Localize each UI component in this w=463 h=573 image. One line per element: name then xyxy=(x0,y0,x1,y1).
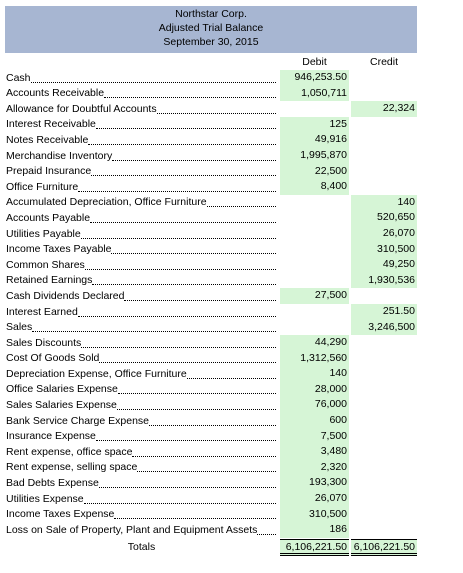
credit-cell xyxy=(351,397,417,413)
account-cell xyxy=(5,460,278,476)
dot-leader xyxy=(112,159,276,161)
dot-leader xyxy=(91,174,276,176)
account-name: Loss on Sale of Property, Plant and Equipment Assets xyxy=(6,523,258,536)
table-row xyxy=(5,351,417,367)
account-name: Office Salaries Expense xyxy=(6,383,118,396)
table-row xyxy=(5,475,417,491)
debit-cell: 26,070 xyxy=(280,491,349,507)
account-name: Rent expense, selling space xyxy=(6,461,138,474)
dot-leader xyxy=(157,112,276,114)
account-column-spacer xyxy=(5,54,280,70)
debit-cell: 310,500 xyxy=(280,507,349,523)
credit-cell: 310,500 xyxy=(351,242,417,258)
totals-row xyxy=(5,539,417,555)
debit-cell: 76,000 xyxy=(280,397,349,413)
dot-leader xyxy=(96,439,276,441)
table-row xyxy=(5,273,417,289)
debit-total: 6,106,221.50 xyxy=(280,539,349,556)
table-row xyxy=(5,86,417,102)
debit-cell: 186 xyxy=(280,522,349,538)
debit-cell xyxy=(280,195,349,211)
debit-cell xyxy=(280,210,349,226)
debit-cell: 140 xyxy=(280,366,349,382)
account-name: Cash xyxy=(6,71,31,84)
account-cell xyxy=(5,195,278,211)
table-row xyxy=(5,397,417,413)
account-name: Retained Earnings xyxy=(6,274,93,287)
dot-leader xyxy=(114,517,276,519)
dot-leader xyxy=(118,392,276,394)
credit-cell xyxy=(351,522,417,538)
table-row xyxy=(5,429,417,445)
credit-cell: 22,324 xyxy=(351,101,417,117)
table-row xyxy=(5,366,417,382)
account-cell xyxy=(5,475,278,491)
dot-leader xyxy=(81,237,276,239)
account-name: Income Taxes Expense xyxy=(6,508,115,521)
account-name: Sales xyxy=(6,321,33,334)
table-row xyxy=(5,288,417,304)
dot-leader xyxy=(84,502,276,504)
account-name: Prepaid Insurance xyxy=(6,165,92,178)
account-name: Bank Service Charge Expense xyxy=(6,414,149,427)
table-row xyxy=(5,101,417,117)
account-cell xyxy=(5,242,278,258)
account-name: Common Shares xyxy=(6,258,85,271)
debit-cell: 3,480 xyxy=(280,444,349,460)
account-cell xyxy=(5,288,278,304)
account-cell xyxy=(5,382,278,398)
dot-leader xyxy=(78,315,276,317)
trial-balance-sheet xyxy=(5,6,417,555)
table-row xyxy=(5,117,417,133)
debit-cell: 1,312,560 xyxy=(280,351,349,367)
credit-cell xyxy=(351,288,417,304)
account-name: Accumulated Depreciation, Office Furniture xyxy=(6,196,207,209)
account-cell xyxy=(5,273,278,289)
dot-leader xyxy=(257,533,276,535)
account-name: Allowance for Doubtful Accounts xyxy=(6,102,157,115)
credit-cell: 140 xyxy=(351,195,417,211)
report-date: September 30, 2015 xyxy=(163,36,259,48)
dot-leader xyxy=(104,96,276,98)
account-cell xyxy=(5,101,278,117)
credit-cell xyxy=(351,351,417,367)
debit-cell: 7,500 xyxy=(280,429,349,445)
account-name: Accounts Receivable xyxy=(6,87,105,100)
credit-cell: 26,070 xyxy=(351,226,417,242)
credit-cell xyxy=(351,179,417,195)
table-row xyxy=(5,226,417,242)
credit-cell: 520,650 xyxy=(351,210,417,226)
dot-leader xyxy=(85,268,276,270)
account-cell xyxy=(5,335,278,351)
account-name: Notes Receivable xyxy=(6,133,89,146)
dot-leader xyxy=(99,361,276,363)
table-row xyxy=(5,148,417,164)
credit-cell xyxy=(351,117,417,133)
debit-cell: 125 xyxy=(280,117,349,133)
dot-leader xyxy=(137,470,276,472)
debit-cell: 49,916 xyxy=(280,132,349,148)
table-row xyxy=(5,195,417,211)
account-name: Office Furniture xyxy=(6,180,79,193)
debit-cell xyxy=(280,226,349,242)
account-cell xyxy=(5,148,278,164)
account-name: Interest Earned xyxy=(6,305,78,318)
credit-cell xyxy=(351,366,417,382)
debit-cell: 2,320 xyxy=(280,460,349,476)
account-name: Depreciation Expense, Office Furniture xyxy=(6,367,187,380)
credit-cell: 251.50 xyxy=(351,304,417,320)
dot-leader xyxy=(81,346,276,348)
table-row xyxy=(5,257,417,273)
account-cell xyxy=(5,320,278,336)
account-cell xyxy=(5,429,278,445)
dot-leader xyxy=(88,143,276,145)
table-row xyxy=(5,491,417,507)
dot-leader xyxy=(207,205,276,207)
credit-cell xyxy=(351,70,417,86)
credit-cell: 1,930,536 xyxy=(351,273,417,289)
credit-cell xyxy=(351,86,417,102)
credit-cell xyxy=(351,429,417,445)
credit-cell xyxy=(351,382,417,398)
credit-cell xyxy=(351,460,417,476)
debit-cell: 600 xyxy=(280,413,349,429)
credit-cell: 3,246,500 xyxy=(351,320,417,336)
account-name: Interest Receivable xyxy=(6,118,96,131)
dot-leader xyxy=(111,252,276,254)
table-row xyxy=(5,179,417,195)
table-row xyxy=(5,164,417,180)
account-name: Cash Dividends Declared xyxy=(6,289,125,302)
dot-leader xyxy=(99,486,276,488)
credit-cell xyxy=(351,491,417,507)
account-name: Income Taxes Payable xyxy=(6,243,112,256)
account-name: Utilities Payable xyxy=(6,227,81,240)
account-name: Utilities Expense xyxy=(6,492,84,505)
credit-cell xyxy=(351,444,417,460)
account-cell xyxy=(5,351,278,367)
account-name: Accounts Payable xyxy=(6,211,91,224)
debit-cell: 44,290 xyxy=(280,335,349,351)
table-row xyxy=(5,242,417,258)
account-cell xyxy=(5,179,278,195)
credit-cell xyxy=(351,475,417,491)
table-row xyxy=(5,413,417,429)
debit-cell: 1,995,870 xyxy=(280,148,349,164)
debit-cell: 946,253.50 xyxy=(280,70,349,86)
debit-cell xyxy=(280,320,349,336)
dot-leader xyxy=(31,81,276,83)
credit-column-header: Credit xyxy=(369,56,398,68)
account-name: Bad Debts Expense xyxy=(6,477,99,490)
account-cell xyxy=(5,257,278,273)
account-name: Sales Discounts xyxy=(6,336,82,349)
account-name: Rent expense, office space xyxy=(6,445,133,458)
debit-cell xyxy=(280,257,349,273)
account-cell xyxy=(5,522,278,538)
account-cell xyxy=(5,491,278,507)
dot-leader xyxy=(92,283,276,285)
dot-leader xyxy=(90,221,276,223)
table-row xyxy=(5,444,417,460)
dot-leader xyxy=(132,455,276,457)
dot-leader xyxy=(187,377,276,379)
dot-leader xyxy=(32,330,276,332)
table-row xyxy=(5,522,417,538)
table-row xyxy=(5,460,417,476)
table-row xyxy=(5,335,417,351)
dot-leader xyxy=(96,127,276,129)
account-cell xyxy=(5,70,278,86)
table-row xyxy=(5,507,417,523)
table-row xyxy=(5,210,417,226)
report-title: Adjusted Trial Balance xyxy=(158,22,264,34)
account-cell xyxy=(5,86,278,102)
credit-cell xyxy=(351,164,417,180)
report-header xyxy=(5,6,417,53)
table-row xyxy=(5,320,417,336)
debit-cell: 22,500 xyxy=(280,164,349,180)
dot-leader xyxy=(124,299,276,301)
debit-cell: 8,400 xyxy=(280,179,349,195)
debit-cell: 28,000 xyxy=(280,382,349,398)
account-cell xyxy=(5,413,278,429)
table-row xyxy=(5,304,417,320)
column-headers xyxy=(5,54,417,70)
credit-cell xyxy=(351,413,417,429)
totals-label: Totals xyxy=(127,540,156,553)
account-cell xyxy=(5,226,278,242)
account-name: Merchandise Inventory xyxy=(6,149,113,162)
account-cell xyxy=(5,507,278,523)
table-row xyxy=(5,132,417,148)
account-cell xyxy=(5,164,278,180)
account-name: Cost Of Goods Sold xyxy=(6,352,100,365)
account-cell xyxy=(5,397,278,413)
credit-cell xyxy=(351,132,417,148)
table-row xyxy=(5,70,417,86)
credit-cell: 49,250 xyxy=(351,257,417,273)
dot-leader xyxy=(149,424,276,426)
account-rows xyxy=(5,70,417,538)
account-cell xyxy=(5,132,278,148)
account-name: Sales Salaries Expense xyxy=(6,399,117,412)
debit-cell: 1,050,711 xyxy=(280,86,349,102)
credit-cell xyxy=(351,335,417,351)
account-cell xyxy=(5,444,278,460)
table-row xyxy=(5,382,417,398)
account-cell xyxy=(5,117,278,133)
dot-leader xyxy=(78,190,276,192)
dot-leader xyxy=(117,408,276,410)
debit-cell xyxy=(280,101,349,117)
account-name: Insurance Expense xyxy=(6,430,96,443)
debit-cell: 27,500 xyxy=(280,288,349,304)
account-cell xyxy=(5,304,278,320)
debit-cell: 193,300 xyxy=(280,475,349,491)
debit-cell xyxy=(280,304,349,320)
debit-column-header: Debit xyxy=(302,56,327,68)
debit-cell xyxy=(280,242,349,258)
credit-total: 6,106,221.50 xyxy=(351,539,417,556)
debit-cell xyxy=(280,273,349,289)
account-cell xyxy=(5,210,278,226)
credit-cell xyxy=(351,507,417,523)
company-name: Northstar Corp. xyxy=(175,8,247,20)
account-cell xyxy=(5,366,278,382)
credit-cell xyxy=(351,148,417,164)
